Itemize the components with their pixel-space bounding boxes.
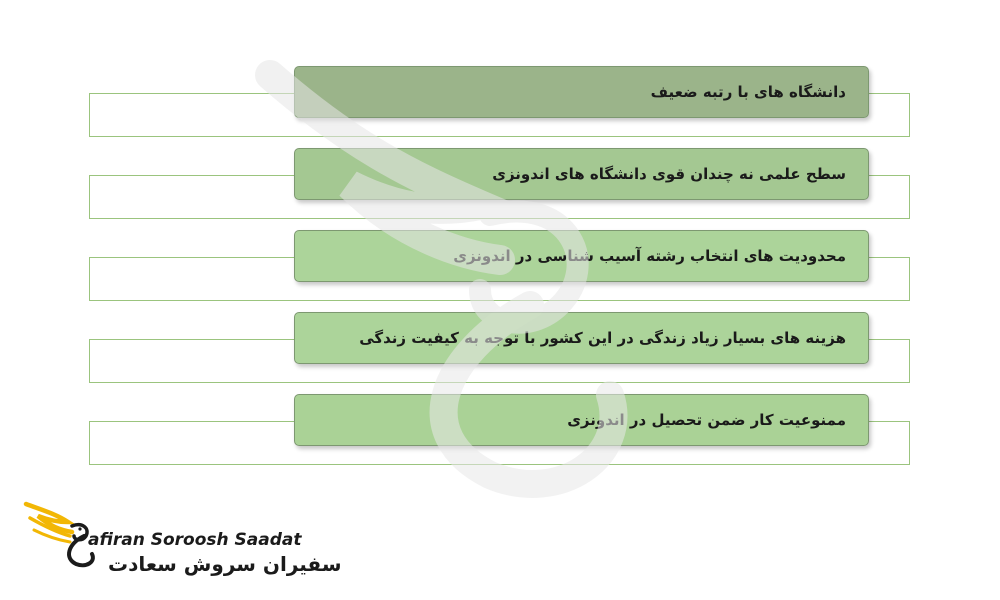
item-label-bar bbox=[294, 148, 869, 200]
item-label-bar bbox=[294, 230, 869, 282]
brand-logo bbox=[22, 496, 342, 586]
item-text: هزینه های بسیار زیاد زندگی در این کشور با توجه به کیفیت زندگی bbox=[359, 329, 846, 347]
item-label-bar bbox=[294, 312, 869, 364]
item-label-bar bbox=[294, 66, 869, 118]
brand-name-persian: سفیران سروش سعادت bbox=[108, 552, 342, 576]
list-item bbox=[0, 148, 1000, 230]
item-text: ممنوعیت کار ضمن تحصیل در اندونزی bbox=[567, 411, 846, 429]
list-item bbox=[0, 66, 1000, 148]
list-item bbox=[0, 230, 1000, 312]
item-text: دانشگاه های با رتبه ضعیف bbox=[650, 83, 846, 101]
list-item bbox=[0, 394, 1000, 476]
item-text: محدودیت های انتخاب رشته آسیب شناسی در اندونزی bbox=[453, 247, 846, 265]
list-item bbox=[0, 312, 1000, 394]
brand-name-english: afiran Soroosh Saadat bbox=[88, 530, 302, 550]
item-text: سطح علمی نه چندان قوی دانشگاه های اندونزی bbox=[492, 165, 846, 183]
item-label-bar bbox=[294, 394, 869, 446]
